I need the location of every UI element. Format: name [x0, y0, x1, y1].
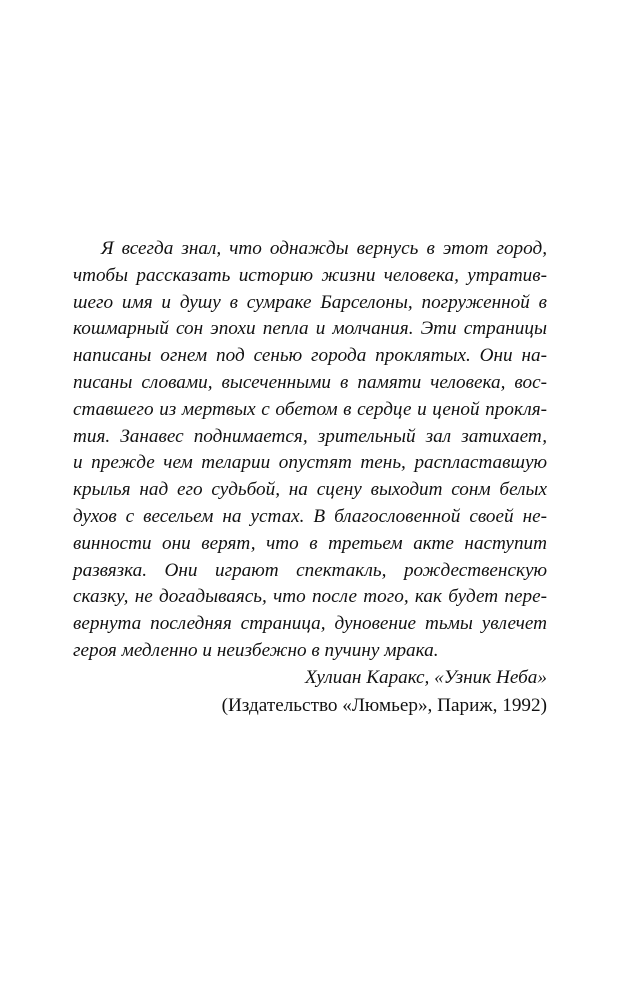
epigraph-line: шего имя и душу в сумраке Барселоны, погруженной в	[73, 291, 547, 313]
epigraph-line: вернута последняя страница, дуновение тьмы увлечет	[73, 613, 547, 635]
epigraph-line: написаны огнем под сенью города проклятых. Они на-	[73, 345, 547, 367]
epigraph-line: чтобы рассказать историю жизни человека, утратив-	[73, 264, 547, 286]
epigraph-line: сказку, не догадываясь, что после того, как будет пере-	[73, 586, 547, 608]
epigraph-line: ставшего из мертвых с обетом в сердце и ценой прокля-	[73, 398, 547, 420]
epigraph-attribution: Хулиан Каракс, «Узник Неба»	[305, 666, 547, 688]
epigraph-line: тия. Занавес поднимается, зрительный зал затихает,	[73, 425, 547, 447]
epigraph-line: крылья над его судьбой, на сцену выходит сонм белых	[73, 479, 547, 501]
epigraph-block	[73, 236, 547, 720]
epigraph-line: развязка. Они играют спектакль, рождественскую	[73, 559, 547, 581]
epigraph-line: и прежде чем теларии опустят тень, распластавшую	[73, 452, 547, 474]
epigraph-line: духов с весельем на устах. В благословенной своей не-	[73, 505, 547, 527]
epigraph-line: кошмарный сон эпохи пепла и молчания. Эти страницы	[73, 318, 547, 340]
epigraph-line: Я всегда знал, что однажды вернусь в этот город,	[101, 238, 547, 259]
epigraph-line: винности они верят, что в третьем акте наступит	[73, 532, 547, 554]
epigraph-publisher: (Издательство «Люмьер», Париж, 1992)	[221, 694, 547, 716]
epigraph-line: писаны словами, высеченными в памяти человека, вос-	[73, 371, 547, 393]
epigraph-line: героя медленно и неизбежно в пучину мрака.	[73, 639, 439, 661]
